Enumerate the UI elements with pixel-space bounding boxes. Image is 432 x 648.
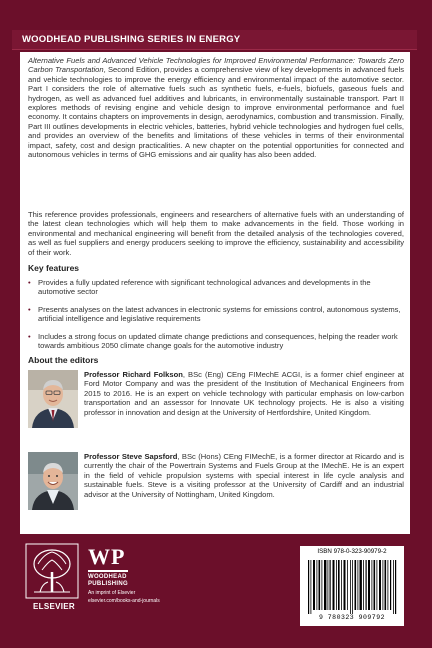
editor-photo-folkson bbox=[28, 370, 78, 428]
editor-name: Professor Steve Sapsford bbox=[84, 452, 178, 461]
list-item: • Includes a strong focus on updated climate change predictions and consequences, helping the reader work towards ambitious 2050 climate change goals for the automotive industry bbox=[28, 331, 398, 351]
publisher-footer bbox=[20, 540, 410, 632]
bullet-icon: • bbox=[28, 304, 31, 314]
elsevier-wordmark: ELSEVIER bbox=[33, 602, 75, 611]
key-features-heading: Key features bbox=[28, 263, 80, 273]
barcode-icon bbox=[306, 560, 398, 614]
list-item: • Provides a fully updated reference with significant technological advances and developments in the automotive sector bbox=[28, 278, 371, 297]
editor-photo-sapsford bbox=[28, 452, 78, 510]
wp-logo-mark: WP bbox=[88, 544, 126, 569]
barcode-number: 9 780323 909792 bbox=[318, 614, 385, 621]
elsevier-logo bbox=[24, 542, 80, 624]
reference-paragraph: This reference provides professionals, engineers and researchers of alternative fuels with an understanding of the latest clean technologies which will help them to make advancements in the field. Those working in environmental and mechanical engineering will benefit from the detailed analysis of the technologies covered, as well as fuel suppliers and energy producers seeking to improve the efficiency, sustainability and accessibility of their work. bbox=[28, 210, 404, 257]
description-body: , Second Edition, provides a comprehensive view of key developments in advanced fuels and vehicle technologies to improve the energy efficiency and environmental impact of the automotive sector. Part I considers the role of alternative fuels such as synthetic fuels, e-fuels, biofuels, gaseous fuels and hydrogen, as well as advanced fuel additives and lubricants, in environmentally sustainable transport. Part II explores methods of revising engine and vehicle design to improve environmental performance and fuel economy. It contains chapters on improvements in design, aerodynamics, combustion and transmission. Finally, Part III outlines developments in electric vehicles, batteries, hybrid vehicle technologies and hydrogen fuel cells, and provides an overview of the benefits and limitations of these vehicles in terms of their environmental impact, safety, cost and design practicalities. A new chapter on the potential opportunities for connected and autonomous vehicles in terms of GHG emissions and air quality has also been added. bbox=[28, 65, 405, 160]
key-features-list bbox=[28, 278, 404, 358]
publisher-website: elsevier.com/books-and-journals bbox=[88, 597, 160, 604]
elsevier-tree-icon bbox=[24, 542, 80, 600]
logo-divider bbox=[88, 570, 128, 572]
editor-bio-sapsford: Professor Steve Sapsford, BSc (Hons) CEng FIMechE, is a former director at Ricardo and is currently the chair of the Powertrain Systems and Fuels Group at the IMechE. He is an expert in the field of vehicle propulsion systems with special interest in life cycle analysis and sustainable fuels. Steve is a visiting professor at the University of Cardiff and an industrial advisor at the University of Nottingham, United Kingdom. bbox=[84, 452, 404, 499]
list-item: • Presents analyses on the latest advances in electronic systems for emissions control, autonomous systems, artificial intelligence and legislative requirements bbox=[28, 304, 401, 324]
woodhead-name-line2: PUBLISHING bbox=[88, 580, 129, 587]
woodhead-name-line1: WOODHEAD bbox=[88, 573, 127, 580]
isbn-barcode-panel bbox=[300, 546, 404, 626]
editor-bio-folkson: Professor Richard Folkson, BSc (Eng) CEng FIMechE ACGI, is a former chief engineer at Ford Motor Company and was the president of the Institution of Mechanical Engineers from 2015 to 2016. He is an expert on vehicle technology with particular emphasis on low-carbon transportation and an assessor for Innovate UK technology projects. He is also a visiting professor in innovation and design at the University of Hertfordshire, United Kingdom. bbox=[84, 370, 404, 417]
content-panel bbox=[20, 52, 410, 534]
woodhead-logo bbox=[88, 546, 178, 626]
bullet-icon: • bbox=[28, 278, 31, 287]
book-title: Alternative Fuels and Advanced Vehicle Technologies for Improved Environmental Performance: Towards Zero Carbon Transportation bbox=[28, 56, 404, 75]
isbn-label: ISBN 978-0-323-90979-2 bbox=[317, 548, 387, 555]
imprint-note: An imprint of Elsevier bbox=[88, 589, 136, 596]
series-banner: WOODHEAD PUBLISHING SERIES IN ENERGY bbox=[12, 30, 417, 50]
description-paragraph bbox=[28, 56, 404, 159]
bullet-icon: • bbox=[28, 331, 31, 341]
editor-name: Professor Richard Folkson bbox=[84, 370, 183, 379]
about-editors-heading: About the editors bbox=[28, 355, 99, 365]
